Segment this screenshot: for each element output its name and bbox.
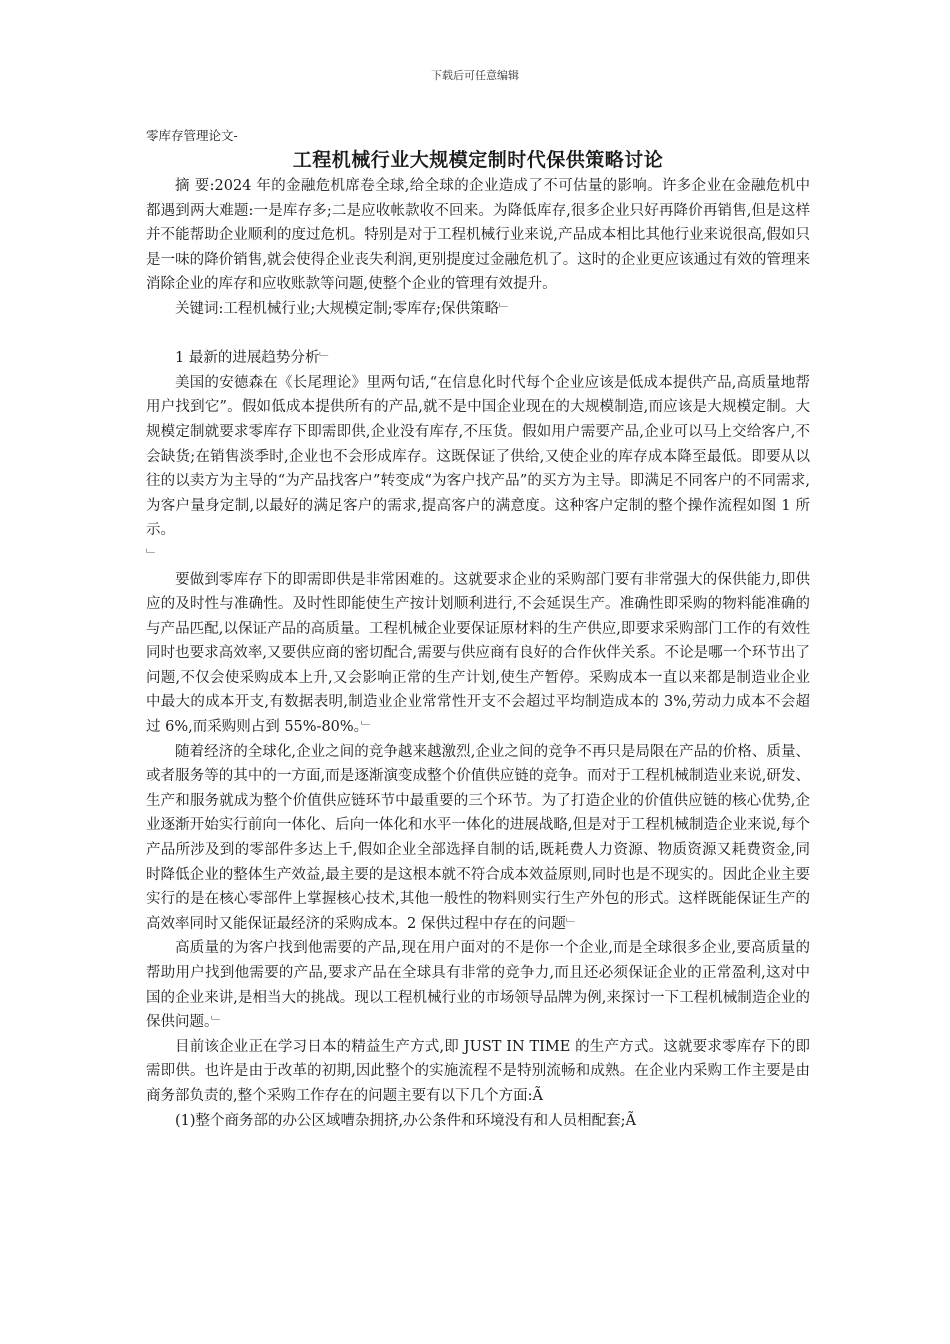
- paragraph-mark-icon: ﹂: [360, 720, 373, 735]
- body-paragraph-5: 目前该企业正在学习日本的精益生产方式,即 JUST IN TIME 的生产方式。这就要求零库存下的即需即供。也许是由于改革的初期,因此整个的实施流程不是特别流畅和成熟。在企业内采购工作主要是由商务部负责的,整个采购工作存在的问题主要有以下几个方面:Ã: [146, 1038, 810, 1104]
- doc-subtitle: 零库存管理论文-: [146, 128, 238, 143]
- paragraph-mark-icon: ﹂: [146, 547, 159, 562]
- body-paragraph-3: 随着经济的全球化,企业之间的竞争越来越激烈,企业之间的竞争不再只是局限在产品的价格、质量、或者服务等的其中的一方面,而是逐渐演变成整个价值供应链的竞争。而对于工程机械制造业来说,研发、生产和服务就成为整个价值供应链环节中最重要的三个环节。为了打造企业的价值供应链的核心优势,企业逐渐开始实行前向一体化、后向一体化和水平一体化的进展战略,但是对于工程机械制造企业来说,每个产品所涉及到的零部件多达上千,假如企业全部选择自制的话,既耗费人力资源、物质资源又耗费资金,同时降低企业的整体生产效益,最主要的是这根本就不符合成本效益原则,同时也是不现实的。因此企业主要实行的是在核心零部件上掌握核心技术,其他一般性的物料则实行生产外包的形式。这样既能保证生产的高效率同时又能保证最经济的采购成本。2 保供过程中存在的问题﹂: [146, 743, 810, 932]
- section-heading-1: 1 最新的进展趋势分析﹂: [175, 350, 332, 367]
- document-body: [146, 126, 810, 1133]
- paragraph-mark-icon: ﹂: [499, 301, 512, 316]
- body-paragraph-1: 美国的安德森在《长尾理论》里两句话,“在信息化时代每个企业应该是低成本提供产品,高质量地帮用户找到它”。假如低成本提供所有的产品,就不是中国企业现在的大规模制造,而应该是大规模定制。大规模定制就要求零库存下即需即供,企业没有库存,不压货。假如用户需要产品,企业可以马上交给客户,不会缺货;在销售淡季时,企业也不会形成库存。这既保证了供给,又使企业的库存成本降至最低。即要从以往的以卖方为主导的“为产品找客户”转变成“为客户找产品”的买方为主导。即满足不同客户的不同需求,为客户量身定制,以最好的满足客户的需求,提高客户的满意度。这种客户定制的整个操作流程如图 1 所示。: [146, 374, 810, 539]
- paragraph-mark-icon: ﹂: [565, 916, 578, 931]
- blank-line: [146, 322, 810, 347]
- paragraph-mark-line: [146, 543, 810, 568]
- body-paragraph-4: 高质量的为客户找到他需要的产品,现在用户面对的不是你一个企业,而是全球很多企业,要高质量的帮助用户找到他需要的产品,要求产品在全球具有非常的竞争力,而且还必须保证企业的正常盈利,这对中国的企业来讲,是相当大的挑战。现以工程机械行业的市场领导品牌为例,来探讨一下工程机械制造企业的保供问题。﹂: [146, 940, 810, 1031]
- paragraph-mark-icon: ﹂: [211, 1015, 224, 1030]
- body-paragraph-6: (1)整个商务部的办公区域嘈杂拥挤,办公条件和环境没有和人员相配套;Ã: [175, 1112, 637, 1129]
- abstract-paragraph: 摘 要:2024 年的金融危机席卷全球,给全球的企业造成了不可估量的影响。许多企业在金融危机中都遇到两大难题:一是库存多;二是应收帐款收不回来。为降低库存,很多企业只好再降价再销售,但是这样并不能帮助企业顺利的度过危机。特别是对于工程机械行业来说,产品成本相比其他行业来说很高,假如只是一味的降价销售,就会使得企业丧失利润,更别提度过金融危机了。这时的企业更应该通过有效的管理来消除企业的库存和应收账款等问题,使整个企业的管理有效提升。: [146, 178, 810, 293]
- body-paragraph-2: 要做到零库存下的即需即供是非常困难的。这就要求企业的采购部门要有非常强大的保供能力,即供应的及时性与准确性。及时性即能使生产按计划顺利进行,不会延误生产。准确性即采购的物料能准确的与产品匹配,以保证产品的高质量。工程机械企业要保证原材料的生产供应,即要求采购部门工作的有效性同时也要求高效率,又要供应商的密切配合,需要与供应商有良好的合作伙伴关系。不论是哪一个环节出了问题,不仅会使采购成本上升,又会影响正常的生产计划,使生产暂停。采购成本一直以来都是制造业企业中最大的成本开支,有数据表明,制造业企业常常性开支不会超过平均制造成本的 3%,劳动力成本不会超过 6%,而采购则占到 55%-80%。﹂: [146, 571, 810, 736]
- page-header: 下载后可任意编辑: [431, 69, 519, 82]
- doc-title: 工程机械行业大规模定制时代保供策略讨论: [292, 149, 664, 171]
- paragraph-mark-icon: ﹂: [319, 351, 332, 366]
- keywords-paragraph: 关键词:工程机械行业;大规模定制;零库存;保供策略﹂: [175, 300, 512, 317]
